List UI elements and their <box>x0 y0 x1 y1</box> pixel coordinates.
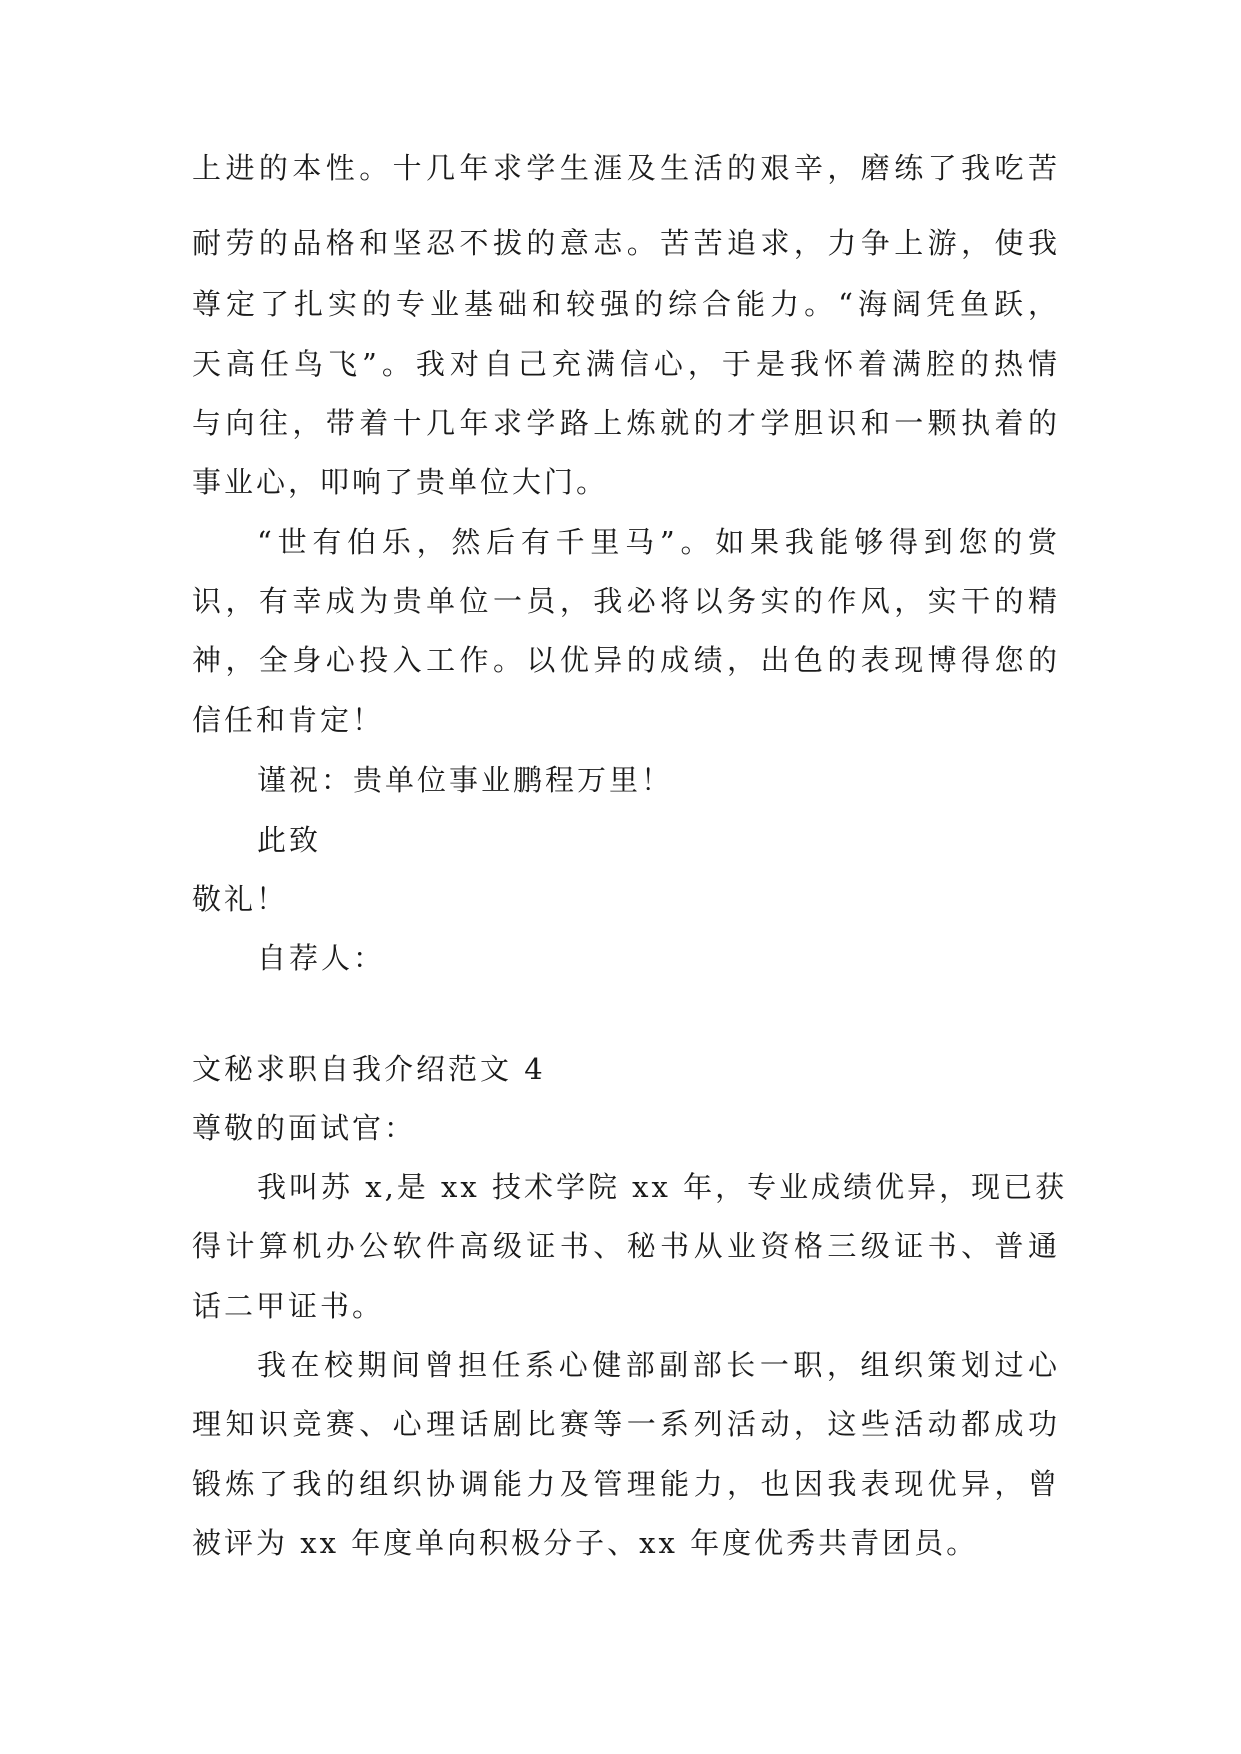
text-line: 与向往，带着十几年求学路上炼就的才学胆识和一颗执着的 <box>192 406 1060 440</box>
closing-salutation: 此致 <box>257 823 322 857</box>
greeting: 尊敬的面试官： <box>192 1111 417 1145</box>
paragraph-first-line: 我在校期间曾担任系心健部副部长一职，组织策划过心 <box>257 1348 1060 1382</box>
text-line: 天高任鸟飞”。我对自己充满信心，于是我怀着满腔的热情 <box>192 347 1060 381</box>
text-line: 被评为 xx 年度单向积极分子、xx 年度优秀共青团员。 <box>192 1526 979 1560</box>
text-line: 话二甲证书。 <box>192 1289 385 1323</box>
text-line: 神，全身心投入工作。以优异的成绩，出色的表现博得您的 <box>192 643 1060 677</box>
text-line: 尊定了扎实的专业基础和较强的综合能力。“海阔凭鱼跃， <box>192 287 1060 321</box>
closing-regards: 敬礼！ <box>192 882 289 916</box>
closing-wish: 谨祝：贵单位事业鹏程万里！ <box>257 763 674 797</box>
text-line: 识，有幸成为贵单位一员，我必将以务实的作风，实干的精 <box>192 584 1060 618</box>
text-line: 得计算机办公软件高级证书、秘书从业资格三级证书、普通 <box>192 1229 1060 1263</box>
text-line: 耐劳的品格和坚忍不拔的意志。苦苦追求，力争上游，使我 <box>192 226 1060 260</box>
text-line: 锻炼了我的组织协调能力及管理能力，也因我表现优异，曾 <box>192 1467 1060 1501</box>
paragraph-first-line: “世有伯乐，然后有千里马”。如果我能够得到您的赏 <box>257 525 1060 559</box>
text-line: 理知识竞赛、心理话剧比赛等一系列活动，这些活动都成功 <box>192 1407 1060 1441</box>
paragraph-first-line: 我叫苏 x,是 xx 技术学院 xx 年，专业成绩优异，现已获 <box>257 1170 1068 1204</box>
text-line: 事业心，叩响了贵单位大门。 <box>192 465 609 499</box>
section-title: 文秘求职自我介绍范文 4 <box>192 1052 546 1086</box>
text-line: 上进的本性。十几年求学生涯及生活的艰辛，磨练了我吃苦 <box>192 151 1060 185</box>
signature-label: 自荐人： <box>257 941 386 975</box>
text-line: 信任和肯定！ <box>192 703 385 737</box>
